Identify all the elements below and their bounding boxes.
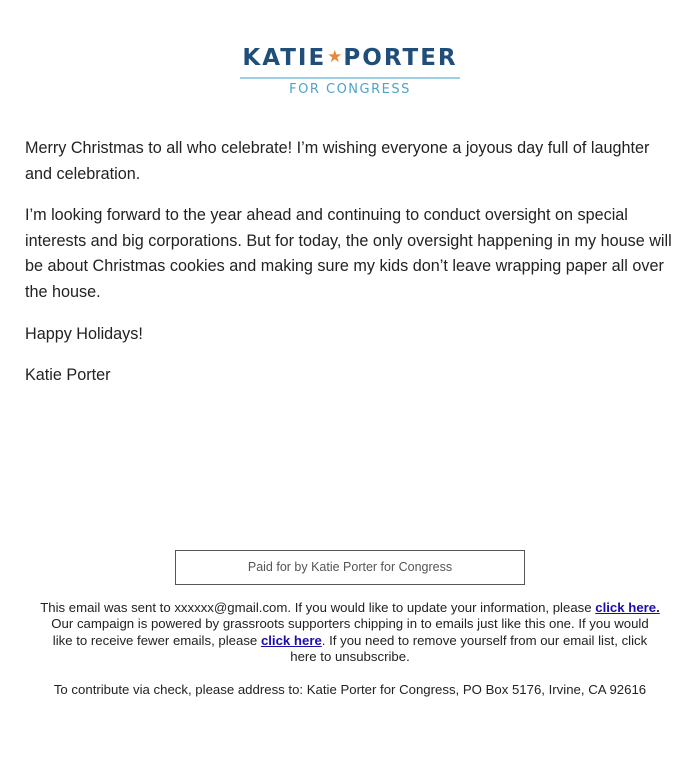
campaign-logo [0, 44, 700, 98]
email-footer [40, 600, 660, 714]
unsubscribe-link[interactable]: click here to unsubscribe [290, 632, 648, 665]
closing-line: Happy Holidays! [25, 324, 143, 343]
mailing-address: To contribute via check, please address to: Katie Porter for Congress, PO Box 5176, Irvine, CA 92616 [53, 681, 647, 697]
footer-text: . [406, 649, 410, 665]
message-paragraph: I’m looking forward to the year ahead and continuing to conduct oversight on special interests and big corporations. But for today, the only oversight happening in my house will be about Christmas cookies and making sure my kids don’t leave wrapping paper all over the house. [25, 206, 672, 301]
footer-text: This email was sent to xxxxxx@gmail.com. If you would like to update your information, please [40, 600, 596, 615]
logo-wordmark [240, 44, 459, 79]
footer-text: Our campaign is powered by grassroots supporters chipping in to emails just like this one. If you would like to receive fewer emails, please [51, 616, 649, 648]
logo-name-last: PORTER [343, 45, 458, 71]
footer-info-paragraph [40, 600, 660, 666]
paid-for-disclaimer: Paid for by Katie Porter for Congress [175, 550, 525, 585]
footer-text: . If you need to remove yourself from our email list, [321, 632, 622, 648]
signature: Katie Porter [25, 366, 111, 385]
fewer-emails-link[interactable]: click here [260, 632, 322, 648]
logo-subtitle: FOR CONGRESS [289, 82, 411, 97]
update-info-link[interactable]: click here. [595, 600, 660, 615]
greeting-paragraph: Merry Christmas to all who celebrate! I’m wishing everyone a joyous day full of laughter and celebration. [25, 139, 650, 183]
star-icon: ★ [327, 47, 343, 67]
logo-name-first: KATIE [242, 45, 327, 71]
email-body [25, 136, 675, 405]
